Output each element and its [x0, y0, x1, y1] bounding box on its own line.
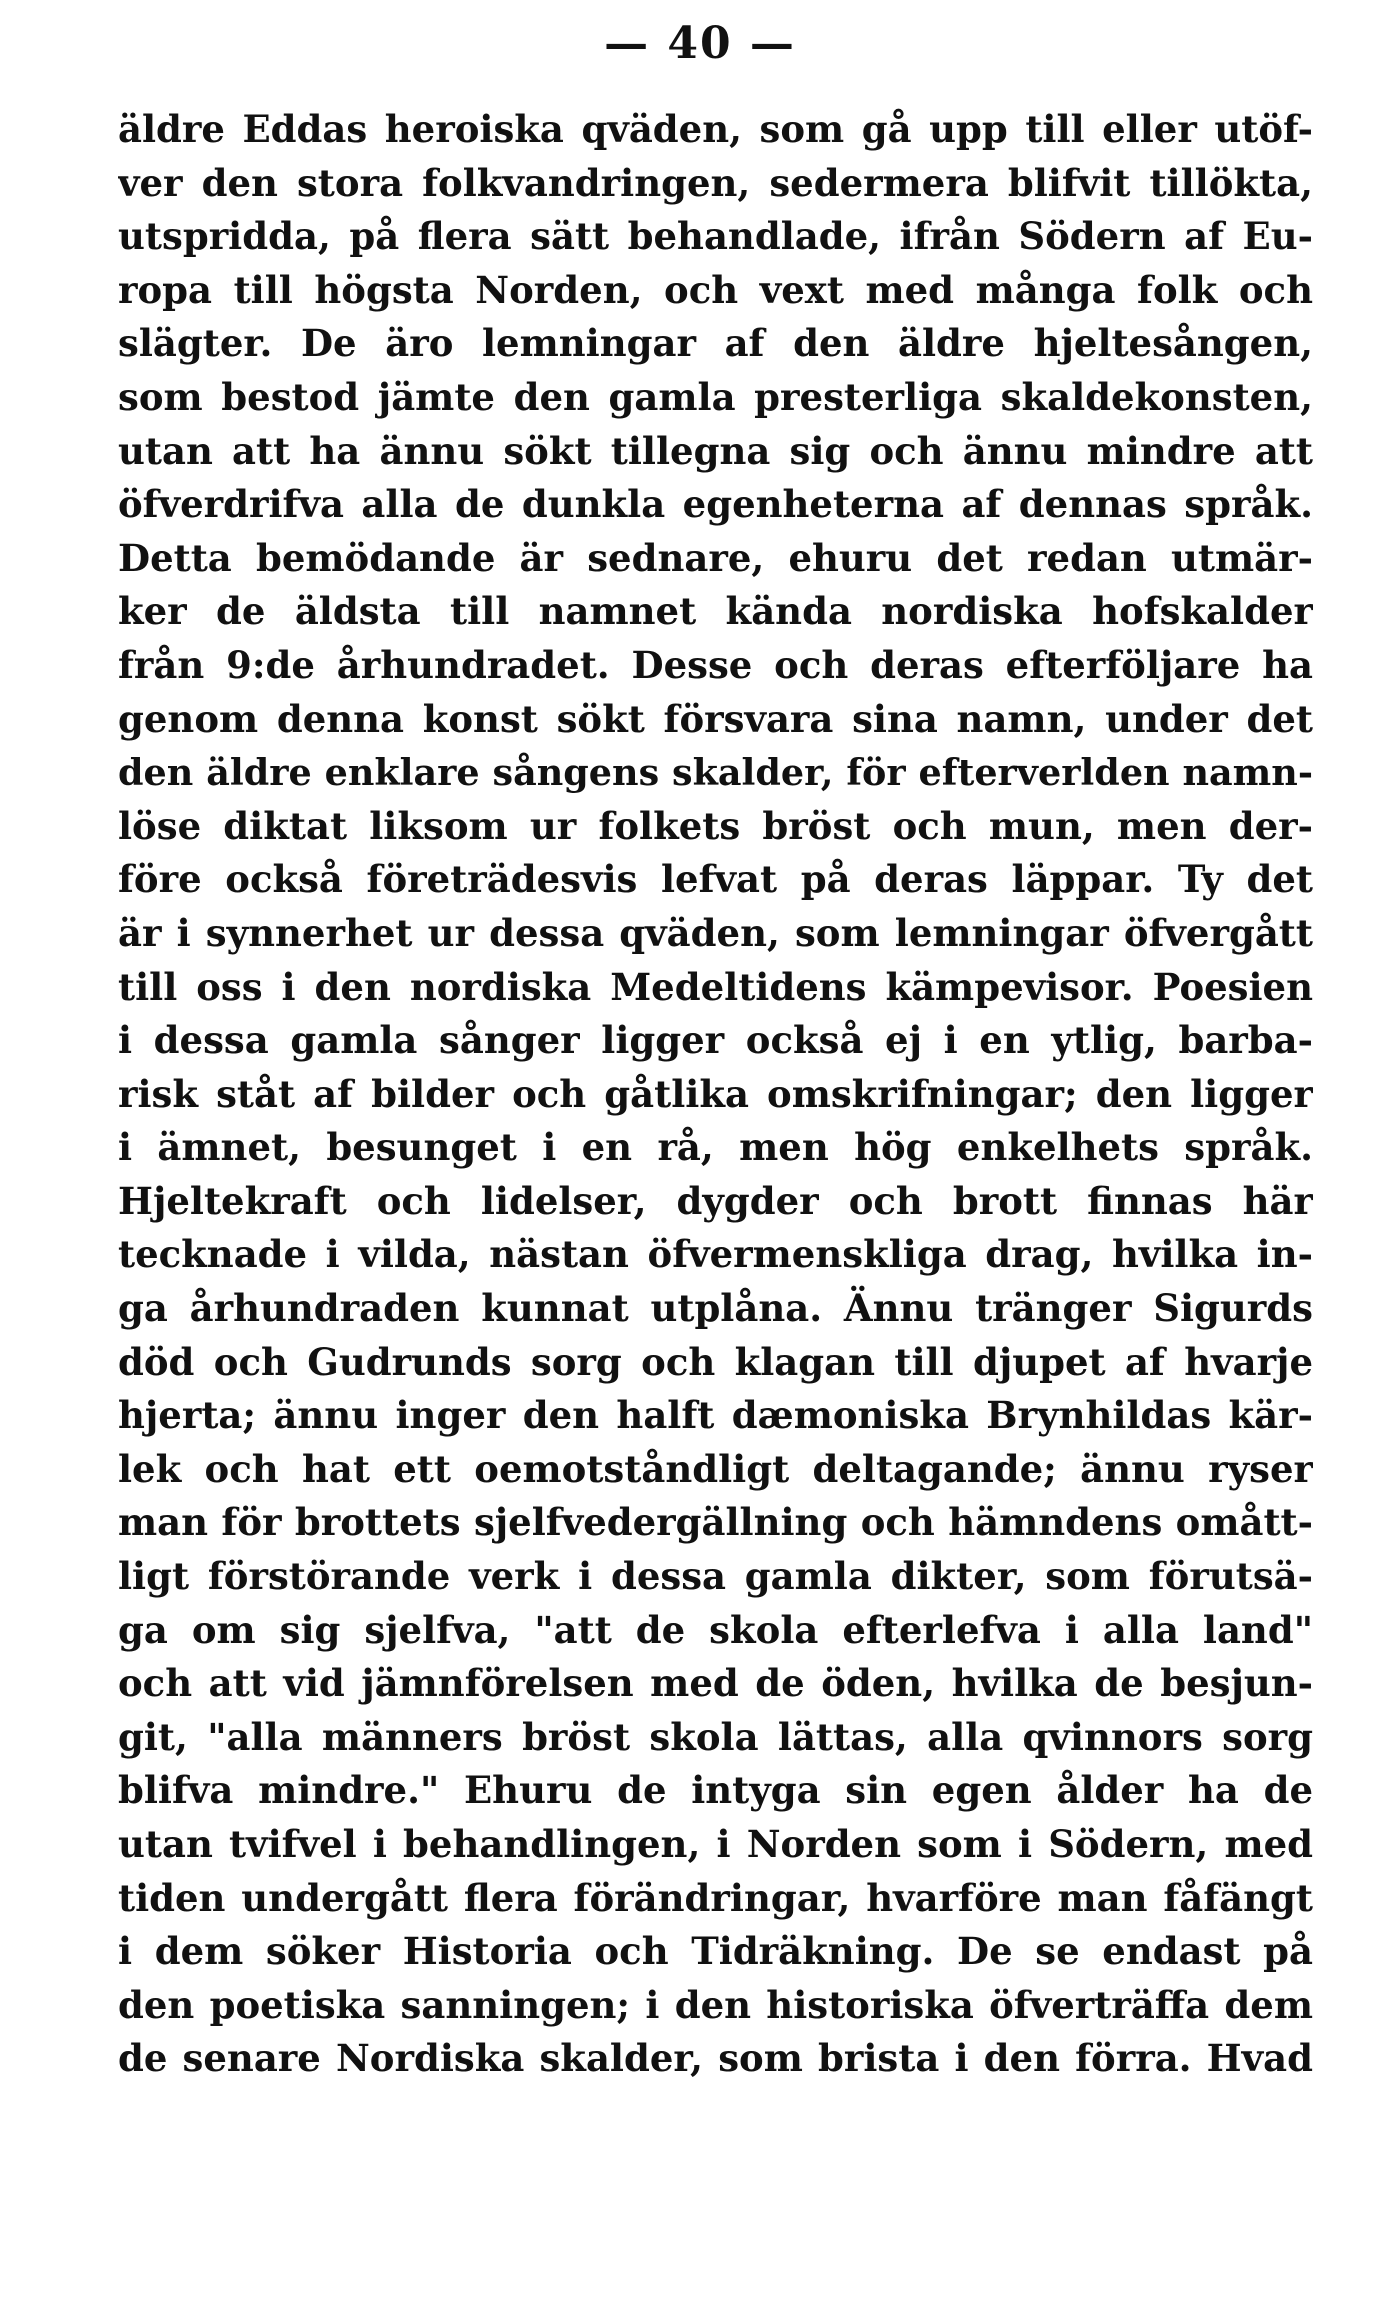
text-line: hjerta; ännu inger den halft dæmoniska Brynhildas kär-: [118, 1393, 1313, 1438]
text-line: öfverdrifva alla de dunkla egenheterna af dennas språk.: [118, 482, 1313, 527]
text-line: den äldre enklare sångens skalder, för efterverlden namn-: [118, 751, 1313, 795]
text-line: lek och hat ett oemotståndligt deltagande; ännu ryser: [118, 1446, 1313, 1491]
text-line: utspridda, på flera sätt behandlade, ifrån Södern af Eu-: [118, 214, 1313, 259]
text-line: den poetiska sanningen; i den historiska öfverträffa dem: [118, 1982, 1313, 2027]
text-line: Hjeltekraft och lidelser, dygder och brott finnas här: [118, 1178, 1313, 1223]
text-line: är i synnerhet ur dessa qväden, som lemningar öfvergått: [118, 910, 1313, 955]
text-line: tiden undergått flera förändringar, hvarföre man fåfängt: [118, 1875, 1313, 1920]
body-text: [118, 103, 1313, 2086]
text-line: ver den stora folkvandringen, sedermera blifvit tillökta,: [118, 160, 1313, 205]
text-line: som bestod jämte den gamla presterliga skaldekonsten,: [118, 374, 1313, 419]
page-number: — 40 —: [604, 18, 796, 69]
text-line: risk ståt af bilder och gåtlika omskrifningar; den ligger: [118, 1071, 1313, 1116]
text-line: ropa till högsta Norden, och vext med många folk och: [118, 267, 1313, 312]
text-line: Detta bemödande är sednare, ehuru det redan utmär-: [118, 535, 1313, 580]
text-line: löse diktat liksom ur folkets bröst och mun, men der-: [118, 803, 1313, 848]
text-line: från 9:de århundradet. Desse och deras efterföljare ha: [118, 642, 1313, 687]
text-line: i dem söker Historia och Tidräkning. De se endast på: [118, 1929, 1313, 1974]
text-line: man för brottets sjelfvedergällning och hämndens omått-: [118, 1500, 1313, 1545]
text-line: död och Gudrunds sorg och klagan till djupet af hvarje: [118, 1339, 1313, 1384]
text-line: blifva mindre." Ehuru de intyga sin egen ålder ha de: [118, 1768, 1313, 1813]
text-line: i ämnet, besunget i en rå, men hög enkelhets språk.: [118, 1125, 1313, 1170]
text-line: genom denna konst sökt försvara sina namn, under det: [118, 696, 1313, 741]
text-line: i dessa gamla sånger ligger också ej i en ytlig, barba-: [118, 1018, 1313, 1063]
text-line: ker de äldsta till namnet kända nordiska hofskalder: [118, 589, 1313, 634]
text-line: före också företrädesvis lefvat på deras läppar. Ty det: [118, 857, 1313, 902]
text-line: ligt förstörande verk i dessa gamla dikter, som förutsä-: [118, 1554, 1313, 1599]
text-line: ga århundraden kunnat utplåna. Ännu tränger Sigurds: [118, 1286, 1313, 1331]
text-line: de senare Nordiska skalder, som brista i den förra. Hvad: [118, 2036, 1313, 2081]
text-line: till oss i den nordiska Medeltidens kämpevisor. Poesien: [118, 964, 1313, 1009]
text-line: och att vid jämnförelsen med de öden, hvilka de besjun-: [118, 1661, 1313, 1706]
text-line: git, "alla männers bröst skola lättas, alla qvinnors sorg: [118, 1714, 1313, 1759]
text-line: tecknade i vilda, nästan öfvermenskliga drag, hvilka in-: [118, 1232, 1313, 1277]
text-line: ga om sig sjelfva, "att de skola efterlefva i alla land": [118, 1607, 1313, 1652]
text-line: utan att ha ännu sökt tillegna sig och ännu mindre att: [118, 428, 1313, 473]
text-line: slägter. De äro lemningar af den äldre hjeltesången,: [118, 321, 1313, 366]
text-line: äldre Eddas heroiska qväden, som gå upp till eller utöf-: [118, 107, 1313, 151]
text-line: utan tvifvel i behandlingen, i Norden som i Södern, med: [118, 1822, 1313, 1866]
